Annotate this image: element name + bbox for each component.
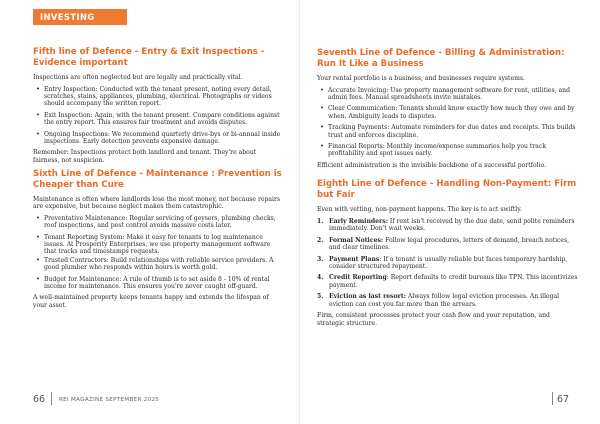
step-title: Payment Plans bbox=[329, 255, 380, 263]
maintenance-list-c bbox=[33, 276, 283, 291]
step-text: Always follow legal eviction processes. An illegal eviction can cost you far more than the arrears. bbox=[329, 293, 560, 308]
footer-divider bbox=[51, 392, 52, 405]
list-item: • Ongoing Inspections: We recommend quarterly drive-bys or bi-annual inside inspections. Early detection prevents expensive damage. bbox=[33, 131, 283, 146]
list-item: • Tenant Reporting System: Make it easy for tenants to log maintenance issues. At Prosperity Enterprises, we use property management software that tracks and timestamps requests. bbox=[33, 234, 283, 256]
list-item: • Financial Reports: Monthly income/expense summaries help you track profitability and spot issues early. bbox=[317, 143, 579, 158]
billing-list bbox=[317, 87, 579, 158]
left-column bbox=[33, 47, 283, 314]
step-number: 4. bbox=[317, 274, 324, 282]
step-text: : If a tenant is usually reliable but faces temporary hardship, consider structured repayment. bbox=[329, 255, 568, 271]
list-item: • Exit Inspection: Again, with the tenant present. Compare conditions against the entry report. This ensures fair treatment and avoids disputes. bbox=[33, 112, 283, 127]
non-payment-steps bbox=[317, 218, 579, 308]
step-number: 2. bbox=[317, 236, 324, 244]
fifth-line-intro: Inspections are often neglected but are legally and practically vital. bbox=[33, 74, 243, 81]
maintenance-list-a bbox=[33, 215, 283, 230]
list-item bbox=[317, 274, 579, 289]
seventh-line-closing: Efficient administration is the invisible backbone of a successful portfolio. bbox=[317, 161, 547, 169]
list-item bbox=[317, 293, 579, 308]
eighth-line-heading: Eighth Line of Defence - Handling Non-Payment: Firm but Fair bbox=[317, 179, 577, 201]
step-number: 5. bbox=[317, 293, 324, 301]
page-number: 67 bbox=[557, 394, 570, 405]
footer-divider bbox=[552, 392, 553, 405]
step-text: If rent isn't received by the due date, send polite reminders immediately. Don't wait weeks. bbox=[329, 218, 575, 233]
eighth-line-intro: Even with vetting, non-payment happens. The key is to act swiftly. bbox=[317, 206, 522, 214]
list-item: • Entry Inspection: Conducted with the tenant present, noting every detail, scratches, stains, appliances, plumbing, electrical. Photographs or videos should accompany the written report. bbox=[33, 86, 283, 108]
seventh-line-intro: Your rental portfolio is a business, and businesses require systems. bbox=[317, 75, 525, 82]
list-item: • Clear Communication: Tenants should know exactly how much they owe and by when. Ambiguity leads to disputes. bbox=[317, 105, 579, 120]
section-tag: INVESTING bbox=[33, 9, 127, 25]
list-item: • Accurate Invoicing: Use property management software for rent, utilities, and admin fees. Manual spreadsheets invite mistakes. bbox=[317, 87, 579, 102]
step-title: Eviction as last resort: bbox=[329, 293, 406, 301]
maintenance-list-b bbox=[33, 234, 283, 272]
list-item: • Trusted Contractors: Build relationships with reliable service providers. A good plumber who responds within hours is worth gold. bbox=[33, 257, 283, 272]
step-title: Formal Notices: bbox=[329, 236, 384, 244]
list-item bbox=[317, 237, 579, 252]
list-item: • Preventative Maintenance: Regular servicing of geysers, plumbing checks, roof inspections, and pest control avoids massive costs later. bbox=[33, 215, 283, 230]
inspection-list bbox=[33, 86, 283, 146]
sixth-line-closing: A well-maintained property keeps tenants happy and extends the lifespan of your asset. bbox=[33, 294, 269, 310]
eighth-line-closing: Firm, consistent processes protect your cash flow and your reputation, and strategic structure. bbox=[317, 312, 550, 327]
right-column bbox=[317, 48, 579, 331]
step-text: Follow legal procedures, letters of demand, breach notices, and clear timelines. bbox=[329, 236, 570, 252]
list-item bbox=[317, 256, 579, 271]
step-title: Early Reminders: bbox=[329, 218, 388, 226]
list-item: • Budget for Maintenance: A rule of thumb is to set aside 8 - 10% of rental income for maintenance. This ensures you're never caught off-guard. bbox=[33, 276, 283, 291]
magazine-issue: REI MAGAZINE SEPTEMBER 2025 bbox=[59, 397, 160, 403]
sixth-line-heading: Sixth Line of Defence - Maintenance : Prevention is Cheaper than Cure bbox=[33, 168, 282, 190]
sixth-line-intro: Maintenance is often where landlords lose the most money, not because repairs are expensive, but because neglect makes them catastrophic. bbox=[33, 195, 281, 211]
page-number: 66 bbox=[33, 394, 46, 405]
seventh-line-heading: Seventh Line of Defence - Billing & Administration: Run It Like a Business bbox=[317, 48, 565, 69]
fifth-line-heading: Fifth line of Defence - Entry & Exit Inspections - Evidence important bbox=[33, 47, 265, 68]
step-number: 3. bbox=[317, 255, 324, 263]
list-item bbox=[317, 218, 579, 233]
step-text: : Report defaults to credit bureaus like TPN. This incentivizes payment. bbox=[329, 274, 578, 289]
step-title: Credit Reporting bbox=[329, 274, 387, 282]
list-item: • Tracking Payments: Automate reminders for due dates and receipts. This builds trust and enforces discipline. bbox=[317, 124, 579, 139]
fifth-line-remember: Remember: Inspections protect both landlord and tenant. They're about fairness, not suspicion. bbox=[33, 149, 257, 165]
right-page bbox=[300, 0, 600, 424]
step-number: 1. bbox=[317, 218, 324, 226]
